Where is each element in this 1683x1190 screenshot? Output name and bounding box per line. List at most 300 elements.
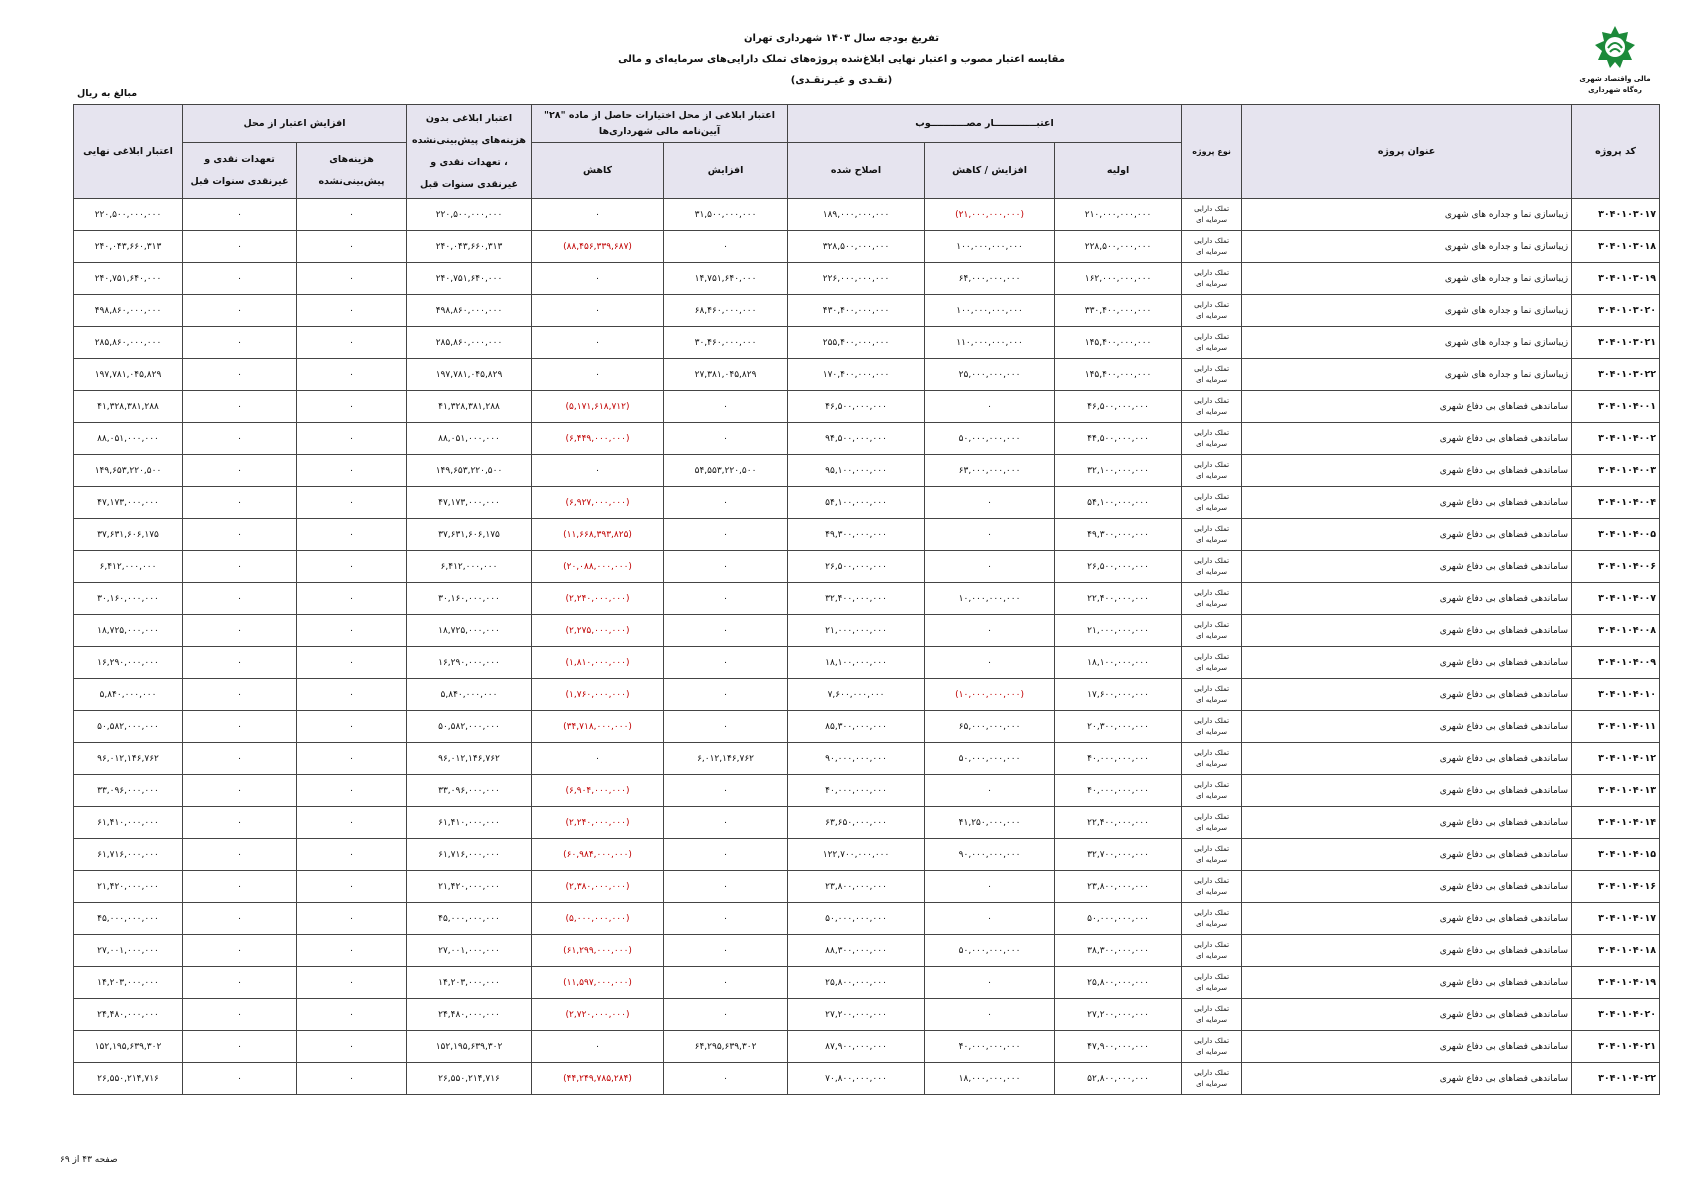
project-title-cell: زیباسازی نما و جداره های شهری (1242, 359, 1572, 391)
project-type-cell: تملک دارایی سرمایه ای (1182, 487, 1242, 519)
project-title-cell: ساماندهی فضاهای بی دفاع شهری (1242, 647, 1572, 679)
code-cell: ۳۰۴۰۱۰۴۰۰۶ (1572, 551, 1660, 583)
code-cell: ۳۰۴۰۱۰۴۰۱۸ (1572, 935, 1660, 967)
art28-increase-cell: ۰ (664, 1063, 788, 1095)
project-title-cell: ساماندهی فضاهای بی دفاع شهری (1242, 455, 1572, 487)
table-row (74, 871, 1660, 903)
table-row (74, 487, 1660, 519)
unforeseen-cell: ۰ (297, 871, 407, 903)
col-approved-group: اعتبـــــــــــــار مصـــــــــــوب (788, 105, 1182, 143)
unforeseen-cell: ۰ (297, 615, 407, 647)
project-title-cell: زیباسازی نما و جداره های شهری (1242, 231, 1572, 263)
initial-cell: ۱۶۲,۰۰۰,۰۰۰,۰۰۰ (1055, 263, 1182, 295)
project-title-cell: زیباسازی نما و جداره های شهری (1242, 327, 1572, 359)
prior-cell: ۰ (183, 807, 297, 839)
table-row (74, 903, 1660, 935)
revised-cell: ۷,۶۰۰,۰۰۰,۰۰۰ (788, 679, 925, 711)
prior-cell: ۰ (183, 647, 297, 679)
initial-cell: ۵۰,۰۰۰,۰۰۰,۰۰۰ (1055, 903, 1182, 935)
notified-cell: ۴۷,۱۷۳,۰۰۰,۰۰۰ (407, 487, 532, 519)
project-type-cell: تملک دارایی سرمایه ای (1182, 615, 1242, 647)
project-type-cell: تملک دارایی سرمایه ای (1182, 903, 1242, 935)
project-type-cell: تملک دارایی سرمایه ای (1182, 231, 1242, 263)
art28-increase-cell: ۰ (664, 231, 788, 263)
art28-increase-cell: ۰ (664, 551, 788, 583)
revised-cell: ۳۲,۴۰۰,۰۰۰,۰۰۰ (788, 583, 925, 615)
prior-cell: ۰ (183, 775, 297, 807)
prior-cell: ۰ (183, 327, 297, 359)
logo-text-1: مالی واقتصاد شهری (1579, 75, 1651, 83)
art28-decrease-cell: (۱,۸۱۰,۰۰۰,۰۰۰) (532, 647, 664, 679)
prior-cell: ۰ (183, 487, 297, 519)
final-cell: ۸۸,۰۵۱,۰۰۰,۰۰۰ (74, 423, 183, 455)
notified-cell: ۴۱,۳۲۸,۳۸۱,۲۸۸ (407, 391, 532, 423)
initial-cell: ۲۲,۴۰۰,۰۰۰,۰۰۰ (1055, 807, 1182, 839)
prior-cell: ۰ (183, 263, 297, 295)
unforeseen-cell: ۰ (297, 647, 407, 679)
initial-cell: ۳۲,۷۰۰,۰۰۰,۰۰۰ (1055, 839, 1182, 871)
table-row (74, 455, 1660, 487)
art28-increase-cell: ۶,۰۱۲,۱۴۶,۷۶۲ (664, 743, 788, 775)
art28-decrease-cell: (۵,۰۰۰,۰۰۰,۰۰۰) (532, 903, 664, 935)
col-change: افزایش / کاهش (925, 143, 1055, 199)
initial-cell: ۳۳۰,۴۰۰,۰۰۰,۰۰۰ (1055, 295, 1182, 327)
final-cell: ۹۶,۰۱۲,۱۴۶,۷۶۲ (74, 743, 183, 775)
change-cell: ۴۰,۰۰۰,۰۰۰,۰۰۰ (925, 1031, 1055, 1063)
code-cell: ۳۰۴۰۱۰۴۰۰۹ (1572, 647, 1660, 679)
final-cell: ۱۵۲,۱۹۵,۶۳۹,۳۰۲ (74, 1031, 183, 1063)
col-art28-decrease: کاهش (532, 143, 664, 199)
revised-cell: ۹۴,۵۰۰,۰۰۰,۰۰۰ (788, 423, 925, 455)
col-initial: اولیه (1055, 143, 1182, 199)
notified-cell: ۱۹۷,۷۸۱,۰۴۵,۸۲۹ (407, 359, 532, 391)
final-cell: ۲۸۵,۸۶۰,۰۰۰,۰۰۰ (74, 327, 183, 359)
table-row (74, 551, 1660, 583)
code-cell: ۳۰۴۰۱۰۴۰۰۲ (1572, 423, 1660, 455)
table-row (74, 327, 1660, 359)
project-title-cell: ساماندهی فضاهای بی دفاع شهری (1242, 679, 1572, 711)
initial-cell: ۴۰,۰۰۰,۰۰۰,۰۰۰ (1055, 775, 1182, 807)
prior-cell: ۰ (183, 999, 297, 1031)
table-row (74, 999, 1660, 1031)
art28-decrease-cell: (۲,۲۴۰,۰۰۰,۰۰۰) (532, 807, 664, 839)
art28-decrease-cell: ۰ (532, 359, 664, 391)
revised-cell: ۲۳,۸۰۰,۰۰۰,۰۰۰ (788, 871, 925, 903)
art28-increase-cell: ۰ (664, 583, 788, 615)
project-type-cell: تملک دارایی سرمایه ای (1182, 647, 1242, 679)
col-prior-commitments: تعهدات نقدی و غیرنقدی سنوات قبل (183, 143, 297, 199)
prior-cell: ۰ (183, 1031, 297, 1063)
project-title-cell: ساماندهی فضاهای بی دفاع شهری (1242, 711, 1572, 743)
logo-text-2: ره‌گاه شهرداری (1588, 86, 1642, 94)
final-cell: ۴۵,۰۰۰,۰۰۰,۰۰۰ (74, 903, 183, 935)
art28-increase-cell: ۲۷,۳۸۱,۰۴۵,۸۲۹ (664, 359, 788, 391)
code-cell: ۳۰۴۰۱۰۴۰۱۴ (1572, 807, 1660, 839)
art28-increase-cell: ۰ (664, 935, 788, 967)
art28-decrease-cell: ۰ (532, 1031, 664, 1063)
code-cell: ۳۰۴۰۱۰۳۰۱۷ (1572, 199, 1660, 231)
art28-increase-cell: ۰ (664, 871, 788, 903)
notified-cell: ۱۶,۲۹۰,۰۰۰,۰۰۰ (407, 647, 532, 679)
final-cell: ۱۹۷,۷۸۱,۰۴۵,۸۲۹ (74, 359, 183, 391)
change-cell: ۰ (925, 775, 1055, 807)
initial-cell: ۲۵,۸۰۰,۰۰۰,۰۰۰ (1055, 967, 1182, 999)
initial-cell: ۴۰,۰۰۰,۰۰۰,۰۰۰ (1055, 743, 1182, 775)
art28-increase-cell: ۱۴,۷۵۱,۶۴۰,۰۰۰ (664, 263, 788, 295)
project-type-cell: تملک دارایی سرمایه ای (1182, 455, 1242, 487)
prior-cell: ۰ (183, 519, 297, 551)
table-row (74, 1063, 1660, 1095)
unforeseen-cell: ۰ (297, 295, 407, 327)
prior-cell: ۰ (183, 1063, 297, 1095)
art28-increase-cell: ۰ (664, 487, 788, 519)
project-type-cell: تملک دارایی سرمایه ای (1182, 999, 1242, 1031)
table-row (74, 615, 1660, 647)
revised-cell: ۸۸,۳۰۰,۰۰۰,۰۰۰ (788, 935, 925, 967)
prior-cell: ۰ (183, 295, 297, 327)
prior-cell: ۰ (183, 359, 297, 391)
art28-decrease-cell: (۱۱,۵۹۷,۰۰۰,۰۰۰) (532, 967, 664, 999)
art28-decrease-cell: ۰ (532, 455, 664, 487)
project-title-cell: زیباسازی نما و جداره های شهری (1242, 263, 1572, 295)
art28-increase-cell: ۰ (664, 903, 788, 935)
code-cell: ۳۰۴۰۱۰۴۰۱۱ (1572, 711, 1660, 743)
code-cell: ۳۰۴۰۱۰۴۰۱۷ (1572, 903, 1660, 935)
art28-increase-cell: ۰ (664, 999, 788, 1031)
unforeseen-cell: ۰ (297, 359, 407, 391)
project-type-cell: تملک دارایی سرمایه ای (1182, 1063, 1242, 1095)
art28-increase-cell: ۰ (664, 519, 788, 551)
notified-cell: ۲۴۰,۰۴۳,۶۶۰,۳۱۳ (407, 231, 532, 263)
revised-cell: ۵۴,۱۰۰,۰۰۰,۰۰۰ (788, 487, 925, 519)
project-type-cell: تملک دارایی سرمایه ای (1182, 807, 1242, 839)
col-location-group: افزایش اعتبار از محل (183, 105, 407, 143)
project-title-cell: زیباسازی نما و جداره های شهری (1242, 199, 1572, 231)
initial-cell: ۴۷,۹۰۰,۰۰۰,۰۰۰ (1055, 1031, 1182, 1063)
code-cell: ۳۰۴۰۱۰۴۰۰۵ (1572, 519, 1660, 551)
final-cell: ۲۴۰,۰۴۳,۶۶۰,۳۱۳ (74, 231, 183, 263)
project-title-cell: ساماندهی فضاهای بی دفاع شهری (1242, 1063, 1572, 1095)
code-cell: ۳۰۴۰۱۰۴۰۱۹ (1572, 967, 1660, 999)
table-row (74, 583, 1660, 615)
notified-cell: ۴۹۸,۸۶۰,۰۰۰,۰۰۰ (407, 295, 532, 327)
initial-cell: ۲۱,۰۰۰,۰۰۰,۰۰۰ (1055, 615, 1182, 647)
unforeseen-cell: ۰ (297, 775, 407, 807)
initial-cell: ۴۶,۵۰۰,۰۰۰,۰۰۰ (1055, 391, 1182, 423)
prior-cell: ۰ (183, 967, 297, 999)
budget-table-body (74, 199, 1660, 1095)
revised-cell: ۱۲۲,۷۰۰,۰۰۰,۰۰۰ (788, 839, 925, 871)
revised-cell: ۱۸۹,۰۰۰,۰۰۰,۰۰۰ (788, 199, 925, 231)
change-cell: ۰ (925, 391, 1055, 423)
table-row (74, 647, 1660, 679)
notified-cell: ۳۰,۱۶۰,۰۰۰,۰۰۰ (407, 583, 532, 615)
unforeseen-cell: ۰ (297, 551, 407, 583)
unforeseen-cell: ۰ (297, 1063, 407, 1095)
art28-decrease-cell: (۲,۲۴۰,۰۰۰,۰۰۰) (532, 583, 664, 615)
table-row (74, 743, 1660, 775)
initial-cell: ۱۴۵,۴۰۰,۰۰۰,۰۰۰ (1055, 359, 1182, 391)
code-cell: ۳۰۴۰۱۰۴۰۱۳ (1572, 775, 1660, 807)
initial-cell: ۵۴,۱۰۰,۰۰۰,۰۰۰ (1055, 487, 1182, 519)
revised-cell: ۴۳۰,۴۰۰,۰۰۰,۰۰۰ (788, 295, 925, 327)
project-type-cell: تملک دارایی سرمایه ای (1182, 871, 1242, 903)
art28-decrease-cell: (۶۱,۲۹۹,۰۰۰,۰۰۰) (532, 935, 664, 967)
art28-increase-cell: ۰ (664, 647, 788, 679)
revised-cell: ۲۱,۰۰۰,۰۰۰,۰۰۰ (788, 615, 925, 647)
art28-increase-cell: ۶۸,۴۶۰,۰۰۰,۰۰۰ (664, 295, 788, 327)
prior-cell: ۰ (183, 839, 297, 871)
art28-increase-cell: ۰ (664, 423, 788, 455)
art28-decrease-cell: (۶,۴۴۹,۰۰۰,۰۰۰) (532, 423, 664, 455)
revised-cell: ۷۰,۸۰۰,۰۰۰,۰۰۰ (788, 1063, 925, 1095)
final-cell: ۵,۸۴۰,۰۰۰,۰۰۰ (74, 679, 183, 711)
art28-decrease-cell: ۰ (532, 199, 664, 231)
unforeseen-cell: ۰ (297, 199, 407, 231)
col-type: نوع پروژه (1182, 105, 1242, 199)
project-type-cell: تملک دارایی سرمایه ای (1182, 935, 1242, 967)
project-title-cell: ساماندهی فضاهای بی دفاع شهری (1242, 519, 1572, 551)
project-type-cell: تملک دارایی سرمایه ای (1182, 775, 1242, 807)
project-type-cell: تملک دارایی سرمایه ای (1182, 839, 1242, 871)
change-cell: ۶۳,۰۰۰,۰۰۰,۰۰۰ (925, 455, 1055, 487)
art28-increase-cell: ۰ (664, 615, 788, 647)
art28-increase-cell: ۳۰,۴۶۰,۰۰۰,۰۰۰ (664, 327, 788, 359)
final-cell: ۴۱,۳۲۸,۳۸۱,۲۸۸ (74, 391, 183, 423)
change-cell: ۰ (925, 551, 1055, 583)
notified-cell: ۲۴,۴۸۰,۰۰۰,۰۰۰ (407, 999, 532, 1031)
revised-cell: ۴۰,۰۰۰,۰۰۰,۰۰۰ (788, 775, 925, 807)
change-cell: ۵۰,۰۰۰,۰۰۰,۰۰۰ (925, 743, 1055, 775)
art28-decrease-cell: ۰ (532, 743, 664, 775)
code-cell: ۳۰۴۰۱۰۴۰۱۰ (1572, 679, 1660, 711)
change-cell: ۰ (925, 903, 1055, 935)
prior-cell: ۰ (183, 199, 297, 231)
initial-cell: ۴۹,۳۰۰,۰۰۰,۰۰۰ (1055, 519, 1182, 551)
notified-cell: ۸۸,۰۵۱,۰۰۰,۰۰۰ (407, 423, 532, 455)
project-title-cell: ساماندهی فضاهای بی دفاع شهری (1242, 839, 1572, 871)
project-title-cell: ساماندهی فضاهای بی دفاع شهری (1242, 487, 1572, 519)
project-type-cell: تملک دارایی سرمایه ای (1182, 199, 1242, 231)
code-cell: ۳۰۴۰۱۰۴۰۰۴ (1572, 487, 1660, 519)
table-row (74, 231, 1660, 263)
code-cell: ۳۰۴۰۱۰۴۰۰۱ (1572, 391, 1660, 423)
project-title-cell: ساماندهی فضاهای بی دفاع شهری (1242, 423, 1572, 455)
change-cell: ۰ (925, 647, 1055, 679)
art28-increase-cell: ۰ (664, 391, 788, 423)
project-title-cell: زیباسازی نما و جداره های شهری (1242, 295, 1572, 327)
project-title-cell: ساماندهی فضاهای بی دفاع شهری (1242, 967, 1572, 999)
revised-cell: ۴۶,۵۰۰,۰۰۰,۰۰۰ (788, 391, 925, 423)
col-notified-without: اعتبار ابلاغی بدون هزینه‌های پیش‌بینی‌نشده ، تعهدات نقدی و غیرنقدی سنوات قبل (407, 105, 532, 199)
project-title-cell: ساماندهی فضاهای بی دفاع شهری (1242, 935, 1572, 967)
change-cell: ۰ (925, 519, 1055, 551)
revised-cell: ۲۵,۸۰۰,۰۰۰,۰۰۰ (788, 967, 925, 999)
project-type-cell: تملک دارایی سرمایه ای (1182, 295, 1242, 327)
art28-decrease-cell: (۲,۷۲۰,۰۰۰,۰۰۰) (532, 999, 664, 1031)
prior-cell: ۰ (183, 423, 297, 455)
project-title-cell: ساماندهی فضاهای بی دفاع شهری (1242, 903, 1572, 935)
change-cell: ۰ (925, 487, 1055, 519)
revised-cell: ۴۹,۳۰۰,۰۰۰,۰۰۰ (788, 519, 925, 551)
revised-cell: ۲۷,۲۰۰,۰۰۰,۰۰۰ (788, 999, 925, 1031)
col-final: اعتبار ابلاغی نهایی (74, 105, 183, 199)
budget-table (73, 104, 1660, 1095)
col-title: عنوان پروژه (1242, 105, 1572, 199)
code-cell: ۳۰۴۰۱۰۴۰۱۶ (1572, 871, 1660, 903)
change-cell: ۰ (925, 999, 1055, 1031)
initial-cell: ۴۴,۵۰۰,۰۰۰,۰۰۰ (1055, 423, 1182, 455)
project-type-cell: تملک دارایی سرمایه ای (1182, 391, 1242, 423)
revised-cell: ۸۷,۹۰۰,۰۰۰,۰۰۰ (788, 1031, 925, 1063)
unforeseen-cell: ۰ (297, 231, 407, 263)
project-type-cell: تملک دارایی سرمایه ای (1182, 679, 1242, 711)
notified-cell: ۲۶,۵۵۰,۲۱۴,۷۱۶ (407, 1063, 532, 1095)
revised-cell: ۹۵,۱۰۰,۰۰۰,۰۰۰ (788, 455, 925, 487)
page-number: صفحه ۴۳ از ۶۹ (60, 1155, 118, 1165)
prior-cell: ۰ (183, 583, 297, 615)
initial-cell: ۳۸,۳۰۰,۰۰۰,۰۰۰ (1055, 935, 1182, 967)
project-type-cell: تملک دارایی سرمایه ای (1182, 423, 1242, 455)
change-cell: ۵۰,۰۰۰,۰۰۰,۰۰۰ (925, 935, 1055, 967)
code-cell: ۳۰۴۰۱۰۴۰۰۷ (1572, 583, 1660, 615)
project-type-cell: تملک دارایی سرمایه ای (1182, 359, 1242, 391)
project-type-cell: تملک دارایی سرمایه ای (1182, 1031, 1242, 1063)
change-cell: ۲۵,۰۰۰,۰۰۰,۰۰۰ (925, 359, 1055, 391)
final-cell: ۴۷,۱۷۳,۰۰۰,۰۰۰ (74, 487, 183, 519)
final-cell: ۱۴,۲۰۳,۰۰۰,۰۰۰ (74, 967, 183, 999)
project-type-cell: تملک دارایی سرمایه ای (1182, 583, 1242, 615)
initial-cell: ۲۰,۳۰۰,۰۰۰,۰۰۰ (1055, 711, 1182, 743)
code-cell: ۳۰۴۰۱۰۳۰۲۰ (1572, 295, 1660, 327)
project-title-cell: ساماندهی فضاهای بی دفاع شهری (1242, 583, 1572, 615)
final-cell: ۲۲۰,۵۰۰,۰۰۰,۰۰۰ (74, 199, 183, 231)
revised-cell: ۸۵,۳۰۰,۰۰۰,۰۰۰ (788, 711, 925, 743)
final-cell: ۲۴۰,۷۵۱,۶۴۰,۰۰۰ (74, 263, 183, 295)
unforeseen-cell: ۰ (297, 1031, 407, 1063)
change-cell: ۱۸,۰۰۰,۰۰۰,۰۰۰ (925, 1063, 1055, 1095)
initial-cell: ۲۲,۴۰۰,۰۰۰,۰۰۰ (1055, 583, 1182, 615)
table-row (74, 199, 1660, 231)
unforeseen-cell: ۰ (297, 903, 407, 935)
prior-cell: ۰ (183, 743, 297, 775)
code-cell: ۳۰۴۰۱۰۴۰۱۲ (1572, 743, 1660, 775)
art28-increase-cell: ۳۱,۵۰۰,۰۰۰,۰۰۰ (664, 199, 788, 231)
art28-decrease-cell: (۵,۱۷۱,۶۱۸,۷۱۲) (532, 391, 664, 423)
final-cell: ۳۷,۶۳۱,۶۰۶,۱۷۵ (74, 519, 183, 551)
initial-cell: ۲۳,۸۰۰,۰۰۰,۰۰۰ (1055, 871, 1182, 903)
project-title-cell: ساماندهی فضاهای بی دفاع شهری (1242, 551, 1572, 583)
project-type-cell: تملک دارایی سرمایه ای (1182, 327, 1242, 359)
code-cell: ۳۰۴۰۱۰۴۰۲۱ (1572, 1031, 1660, 1063)
final-cell: ۲۴,۴۸۰,۰۰۰,۰۰۰ (74, 999, 183, 1031)
final-cell: ۱۶,۲۹۰,۰۰۰,۰۰۰ (74, 647, 183, 679)
unforeseen-cell: ۰ (297, 519, 407, 551)
currency-unit-note: مبالغ به ریال (77, 88, 138, 99)
project-title-cell: ساماندهی فضاهای بی دفاع شهری (1242, 1031, 1572, 1063)
initial-cell: ۲۶,۵۰۰,۰۰۰,۰۰۰ (1055, 551, 1182, 583)
col-revised: اصلاح شده (788, 143, 925, 199)
final-cell: ۲۱,۴۲۰,۰۰۰,۰۰۰ (74, 871, 183, 903)
unforeseen-cell: ۰ (297, 327, 407, 359)
unforeseen-cell: ۰ (297, 743, 407, 775)
table-row (74, 679, 1660, 711)
notified-cell: ۲۴۰,۷۵۱,۶۴۰,۰۰۰ (407, 263, 532, 295)
table-row (74, 807, 1660, 839)
final-cell: ۶۱,۴۱۰,۰۰۰,۰۰۰ (74, 807, 183, 839)
change-cell: (۱۰,۰۰۰,۰۰۰,۰۰۰) (925, 679, 1055, 711)
code-cell: ۳۰۴۰۱۰۴۰۲۰ (1572, 999, 1660, 1031)
art28-decrease-cell: (۲,۲۷۵,۰۰۰,۰۰۰) (532, 615, 664, 647)
change-cell: ۰ (925, 615, 1055, 647)
prior-cell: ۰ (183, 391, 297, 423)
change-cell: ۴۱,۲۵۰,۰۰۰,۰۰۰ (925, 807, 1055, 839)
col-art28-group: اعتبار ابلاغی از محل اختیارات حاصل از ماده "۲۸" آیین‌نامه مالی شهرداری‌ها (532, 105, 788, 143)
art28-increase-cell: ۵۴,۵۵۳,۲۲۰,۵۰۰ (664, 455, 788, 487)
notified-cell: ۹۶,۰۱۲,۱۴۶,۷۶۲ (407, 743, 532, 775)
art28-increase-cell: ۰ (664, 775, 788, 807)
final-cell: ۶۱,۷۱۶,۰۰۰,۰۰۰ (74, 839, 183, 871)
table-row (74, 1031, 1660, 1063)
notified-cell: ۱۵۲,۱۹۵,۶۳۹,۳۰۲ (407, 1031, 532, 1063)
change-cell: ۵۰,۰۰۰,۰۰۰,۰۰۰ (925, 423, 1055, 455)
table-row (74, 391, 1660, 423)
table-row (74, 711, 1660, 743)
art28-decrease-cell: (۶,۹۲۷,۰۰۰,۰۰۰) (532, 487, 664, 519)
unforeseen-cell: ۰ (297, 999, 407, 1031)
table-row (74, 423, 1660, 455)
final-cell: ۲۶,۵۵۰,۲۱۴,۷۱۶ (74, 1063, 183, 1095)
unforeseen-cell: ۰ (297, 455, 407, 487)
project-title-cell: ساماندهی فضاهای بی دفاع شهری (1242, 999, 1572, 1031)
change-cell: ۱۰۰,۰۰۰,۰۰۰,۰۰۰ (925, 231, 1055, 263)
initial-cell: ۲۱۰,۰۰۰,۰۰۰,۰۰۰ (1055, 199, 1182, 231)
code-cell: ۳۰۴۰۱۰۴۰۰۸ (1572, 615, 1660, 647)
final-cell: ۳۰,۱۶۰,۰۰۰,۰۰۰ (74, 583, 183, 615)
code-cell: ۳۰۴۰۱۰۳۰۱۸ (1572, 231, 1660, 263)
revised-cell: ۵۰,۰۰۰,۰۰۰,۰۰۰ (788, 903, 925, 935)
revised-cell: ۶۳,۶۵۰,۰۰۰,۰۰۰ (788, 807, 925, 839)
change-cell: ۱۰۰,۰۰۰,۰۰۰,۰۰۰ (925, 295, 1055, 327)
art28-decrease-cell: (۸۸,۴۵۶,۳۳۹,۶۸۷) (532, 231, 664, 263)
unforeseen-cell: ۰ (297, 679, 407, 711)
art28-increase-cell: ۶۴,۲۹۵,۶۳۹,۳۰۲ (664, 1031, 788, 1063)
change-cell: ۰ (925, 967, 1055, 999)
change-cell: ۱۱۰,۰۰۰,۰۰۰,۰۰۰ (925, 327, 1055, 359)
table-row (74, 263, 1660, 295)
art28-decrease-cell: (۱۱,۶۶۸,۳۹۳,۸۲۵) (532, 519, 664, 551)
initial-cell: ۱۸,۱۰۰,۰۰۰,۰۰۰ (1055, 647, 1182, 679)
art28-decrease-cell: ۰ (532, 327, 664, 359)
notified-cell: ۳۷,۶۳۱,۶۰۶,۱۷۵ (407, 519, 532, 551)
initial-cell: ۳۲,۱۰۰,۰۰۰,۰۰۰ (1055, 455, 1182, 487)
final-cell: ۴۹۸,۸۶۰,۰۰۰,۰۰۰ (74, 295, 183, 327)
initial-cell: ۵۲,۸۰۰,۰۰۰,۰۰۰ (1055, 1063, 1182, 1095)
unforeseen-cell: ۰ (297, 391, 407, 423)
final-cell: ۲۷,۰۰۱,۰۰۰,۰۰۰ (74, 935, 183, 967)
notified-cell: ۱۴۹,۶۵۳,۲۲۰,۵۰۰ (407, 455, 532, 487)
table-row (74, 839, 1660, 871)
project-title-cell: ساماندهی فضاهای بی دفاع شهری (1242, 743, 1572, 775)
code-cell: ۳۰۴۰۱۰۳۰۲۱ (1572, 327, 1660, 359)
art28-increase-cell: ۰ (664, 679, 788, 711)
notified-cell: ۲۷,۰۰۱,۰۰۰,۰۰۰ (407, 935, 532, 967)
notified-cell: ۶۱,۴۱۰,۰۰۰,۰۰۰ (407, 807, 532, 839)
change-cell: ۹۰,۰۰۰,۰۰۰,۰۰۰ (925, 839, 1055, 871)
code-cell: ۳۰۴۰۱۰۴۰۰۳ (1572, 455, 1660, 487)
table-row (74, 775, 1660, 807)
prior-cell: ۰ (183, 679, 297, 711)
